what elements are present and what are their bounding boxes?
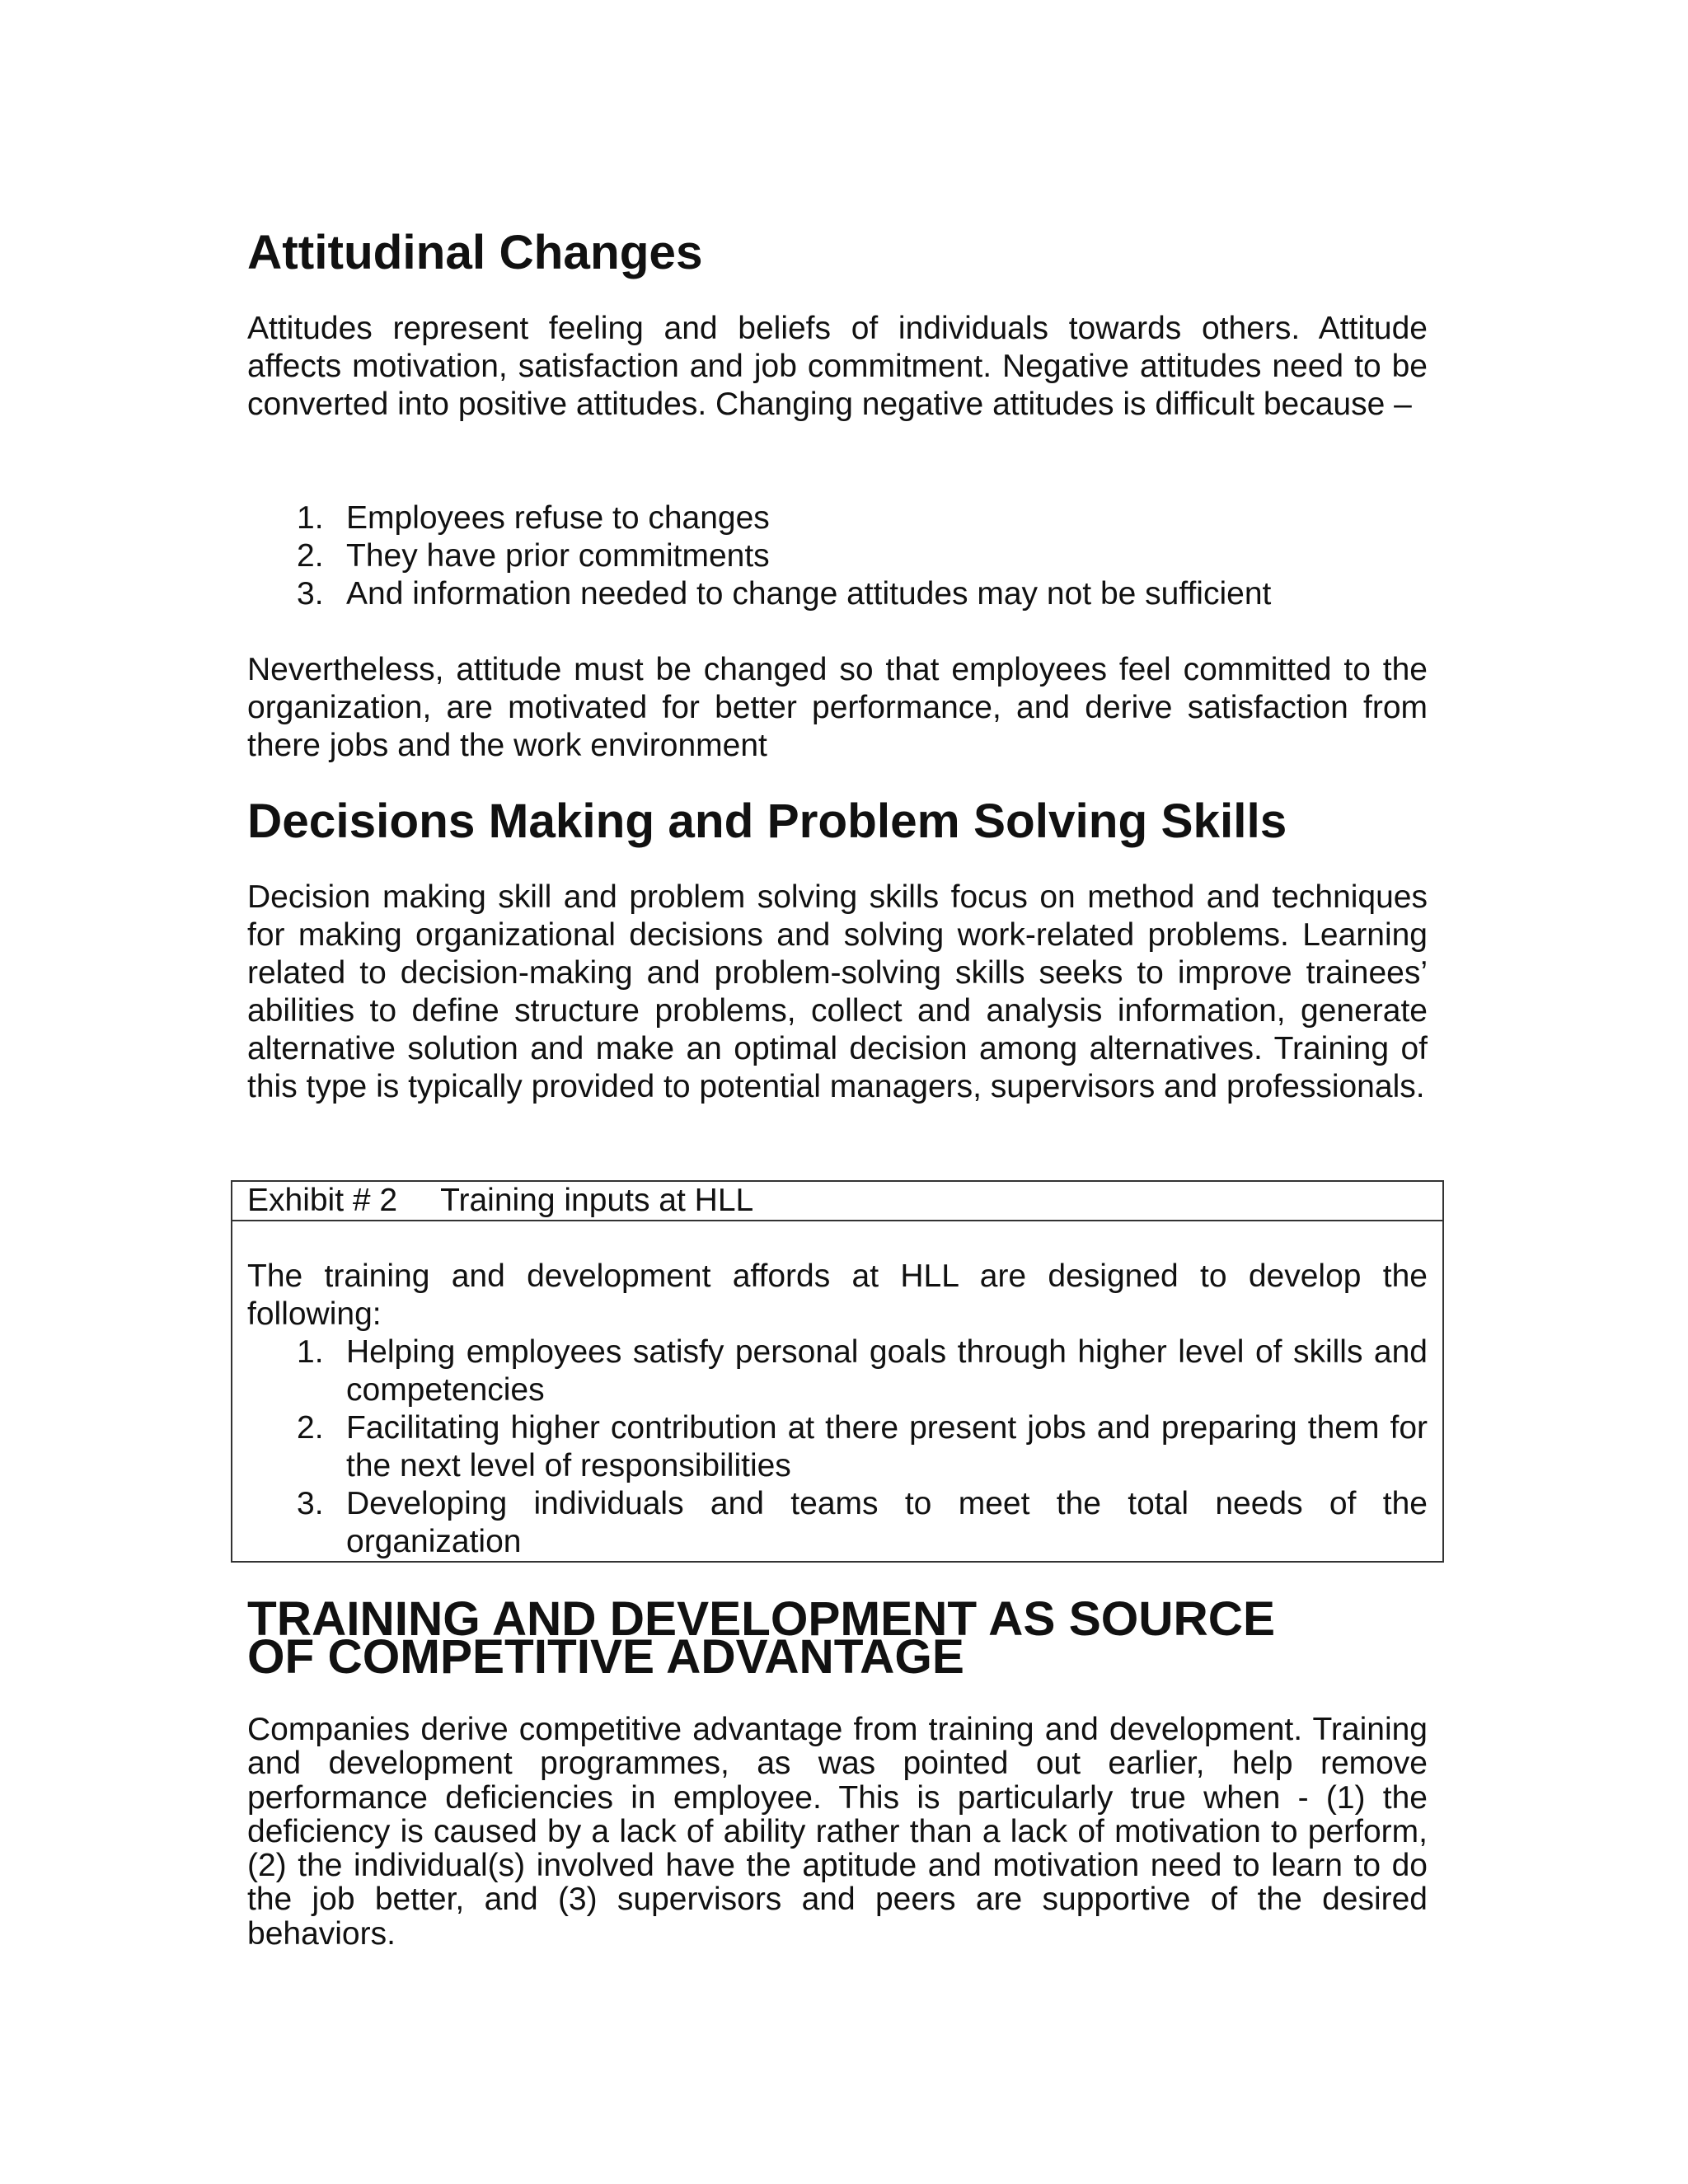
list-attitude-difficulties	[247, 499, 1428, 613]
list-item: 1. Helping employees satisfy personal goals through higher level of skills and competencies	[297, 1334, 1428, 1408]
list-item: 2. They have prior commitments	[297, 538, 770, 574]
list-item: 3. Developing individuals and teams to meet the total needs of the organization	[297, 1486, 1428, 1559]
exhibit-box	[231, 1180, 1444, 1563]
exhibit-list	[247, 1333, 1428, 1561]
exhibit-title: Training inputs at HLL	[440, 1183, 754, 1218]
paragraph-decision-making: Decision making skill and problem solving skills focus on method and techniques for making organizational decisions and solving work-related problems. Learning related to decision-making and problem-solving skills seeks to improve trainees’ abilities to define structure problems, collect and analysis information, generate alternative solution and make an optimal decision among alternatives. Training of this type is typically provided to potential managers, supervisors and professionals.	[247, 879, 1428, 1104]
paragraph-nevertheless: Nevertheless, attitude must be changed so that employees feel committed to the organization, are motivated for better performance, and derive satisfaction from there jobs and the work environment	[247, 652, 1428, 763]
heading-decision-making: Decisions Making and Problem Solving Skills	[247, 794, 1287, 848]
list-item: 1. Employees refuse to changes	[297, 500, 770, 536]
exhibit-label: Exhibit # 2	[247, 1183, 398, 1218]
list-item: 2. Facilitating higher contribution at there present jobs and preparing them for the next level of responsibilities	[297, 1410, 1428, 1483]
paragraph-competitive-advantage: Companies derive competitive advantage from training and development. Training and development programmes, as was pointed out earlier, help remove performance deficiencies in employee. This is particularly true when - (1) the deficiency is caused by a lack of ability rather than a lack of motivation to perform, (2) the individual(s) involved have the aptitude and motivation need to learn to do the job better, and (3) supervisors and peers are supportive of the desired behaviors.	[247, 1712, 1428, 1952]
exhibit-caption	[232, 1182, 1442, 1221]
paragraph-attitudes: Attitudes represent feeling and beliefs of individuals towards others. Attitude affects motivation, satisfaction and job commitment. Negative attitudes need to be converted into positive attitudes. Changing negative attitudes is difficult because –	[247, 311, 1428, 422]
heading-attitudinal-changes: Attitudinal Changes	[247, 226, 703, 279]
list-item: 3. And information needed to change attitudes may not be sufficient	[297, 576, 1272, 612]
heading-competitive-advantage: TRAINING AND DEVELOPMENT AS SOURCE OF COMPETITIVE ADVANTAGE	[247, 1592, 1275, 1684]
exhibit-body	[232, 1258, 1442, 1561]
exhibit-intro: The training and development affords at HLL are designed to develop the following:	[247, 1258, 1428, 1332]
